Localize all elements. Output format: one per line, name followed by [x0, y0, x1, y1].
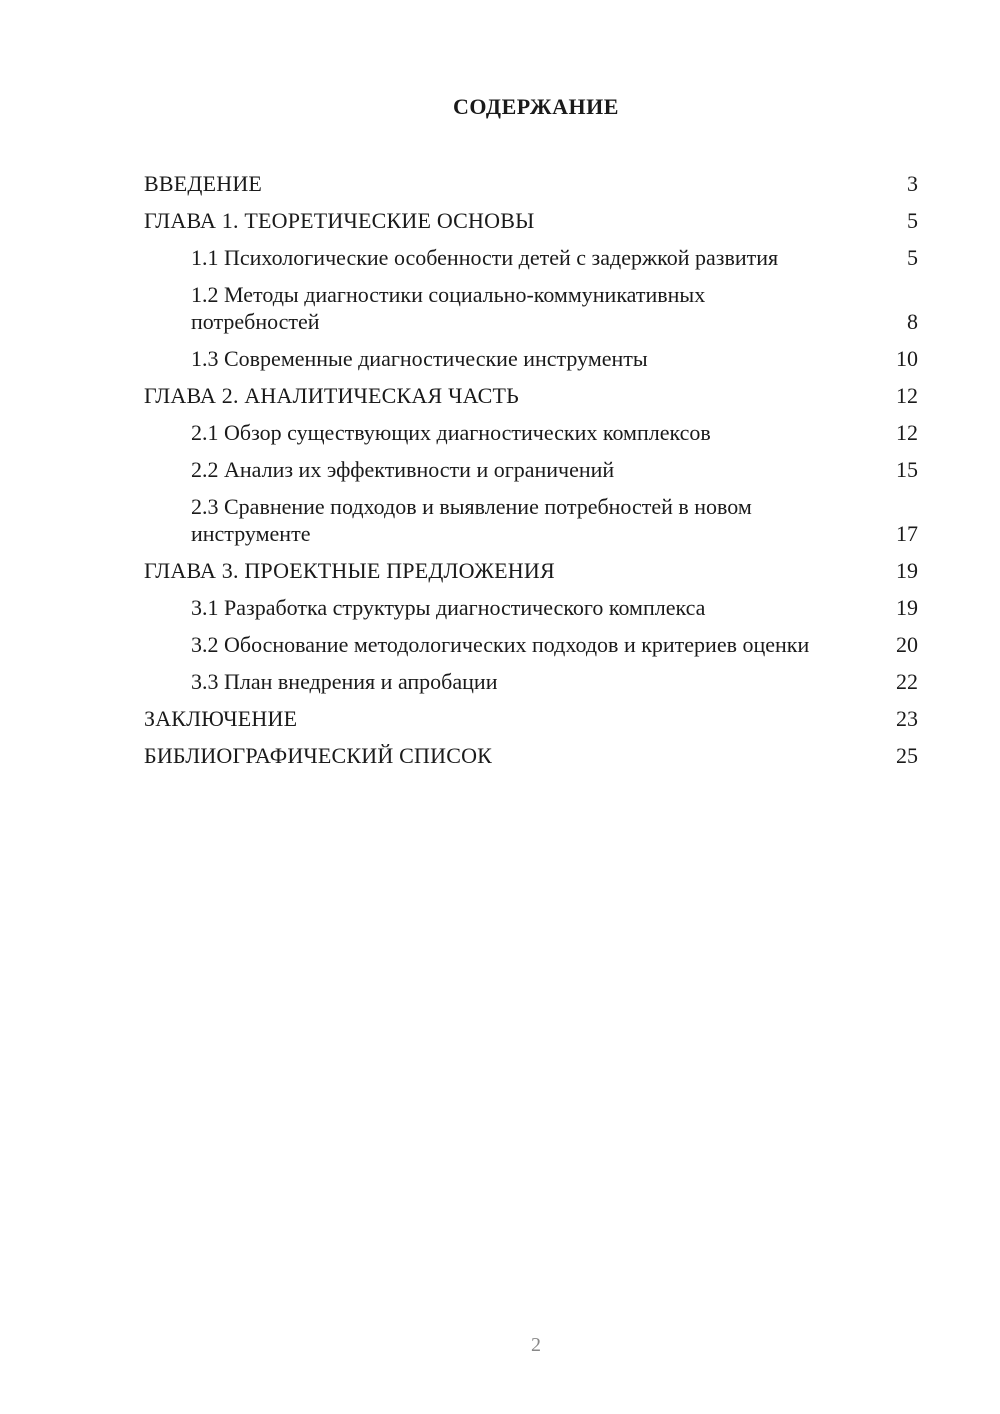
toc-entry-page: 3 [907, 171, 918, 196]
toc-entry-page: 20 [896, 632, 918, 657]
toc-entry-text: ГЛАВА 2. АНАЛИТИЧЕСКАЯ ЧАСТЬ [144, 383, 519, 408]
toc-entry-text: 1.2 Методы диагностики социально-коммуникативных потребностей [191, 282, 706, 334]
toc-entry[interactable] [144, 668, 918, 705]
toc-entry[interactable] [144, 170, 918, 207]
toc-entry-text: 3.1 Разработка структуры диагностического комплекса [191, 595, 706, 620]
toc-entry-text: 3.3 План внедрения и апробации [191, 669, 498, 694]
toc-entry[interactable] [144, 594, 918, 631]
toc-entry[interactable] [144, 207, 918, 244]
table-of-contents [144, 170, 918, 779]
toc-entry[interactable] [144, 244, 918, 281]
toc-entry[interactable] [144, 705, 918, 742]
toc-entry[interactable] [144, 382, 918, 419]
toc-entry-page: 23 [896, 706, 918, 731]
toc-entry-page: 15 [896, 457, 918, 482]
toc-entry-page: 19 [896, 595, 918, 620]
toc-entry-text: 3.2 Обоснование методологических подходов и критериев оценки [191, 632, 810, 657]
toc-entry-text: ВВЕДЕНИЕ [144, 171, 263, 196]
toc-entry[interactable] [144, 345, 918, 382]
toc-entry-text: 2.2 Анализ их эффективности и ограничений [191, 457, 615, 482]
toc-entry[interactable] [144, 281, 918, 345]
toc-entry-page: 17 [896, 521, 918, 546]
toc-entry[interactable] [144, 631, 918, 668]
toc-entry-text: ГЛАВА 3. ПРОЕКТНЫЕ ПРЕДЛОЖЕНИЯ [144, 558, 555, 583]
toc-entry-text: ГЛАВА 1. ТЕОРЕТИЧЕСКИЕ ОСНОВЫ [144, 208, 535, 233]
toc-entry-page: 10 [896, 346, 918, 371]
toc-entry-page: 19 [896, 558, 918, 583]
toc-entry-text: 1.1 Психологические особенности детей с задержкой развития [191, 245, 779, 270]
toc-entry-page: 22 [896, 669, 918, 694]
toc-entry[interactable] [144, 493, 918, 557]
toc-entry[interactable] [144, 456, 918, 493]
toc-entry-text: 2.3 Сравнение подходов и выявление потребностей в новом инструменте [191, 494, 752, 546]
page-number: 2 [531, 1334, 541, 1356]
toc-entry[interactable] [144, 742, 918, 779]
toc-entry-text: ЗАКЛЮЧЕНИЕ [144, 706, 298, 731]
toc-entry-page: 25 [896, 743, 918, 768]
toc-entry-text: 2.1 Обзор существующих диагностических комплексов [191, 420, 711, 445]
toc-entry[interactable] [144, 557, 918, 594]
toc-entry-page: 5 [907, 208, 918, 233]
toc-entry-page: 5 [907, 245, 918, 270]
toc-entry-page: 12 [896, 383, 918, 408]
toc-entry[interactable] [144, 419, 918, 456]
toc-entry-text: 1.3 Современные диагностические инструменты [191, 346, 648, 371]
toc-entry-text: БИБЛИОГРАФИЧЕСКИЙ СПИСОК [144, 743, 493, 768]
toc-title: СОДЕРЖАНИЕ [453, 94, 619, 119]
toc-entry-page: 12 [896, 420, 918, 445]
toc-entry-page: 8 [907, 309, 918, 334]
